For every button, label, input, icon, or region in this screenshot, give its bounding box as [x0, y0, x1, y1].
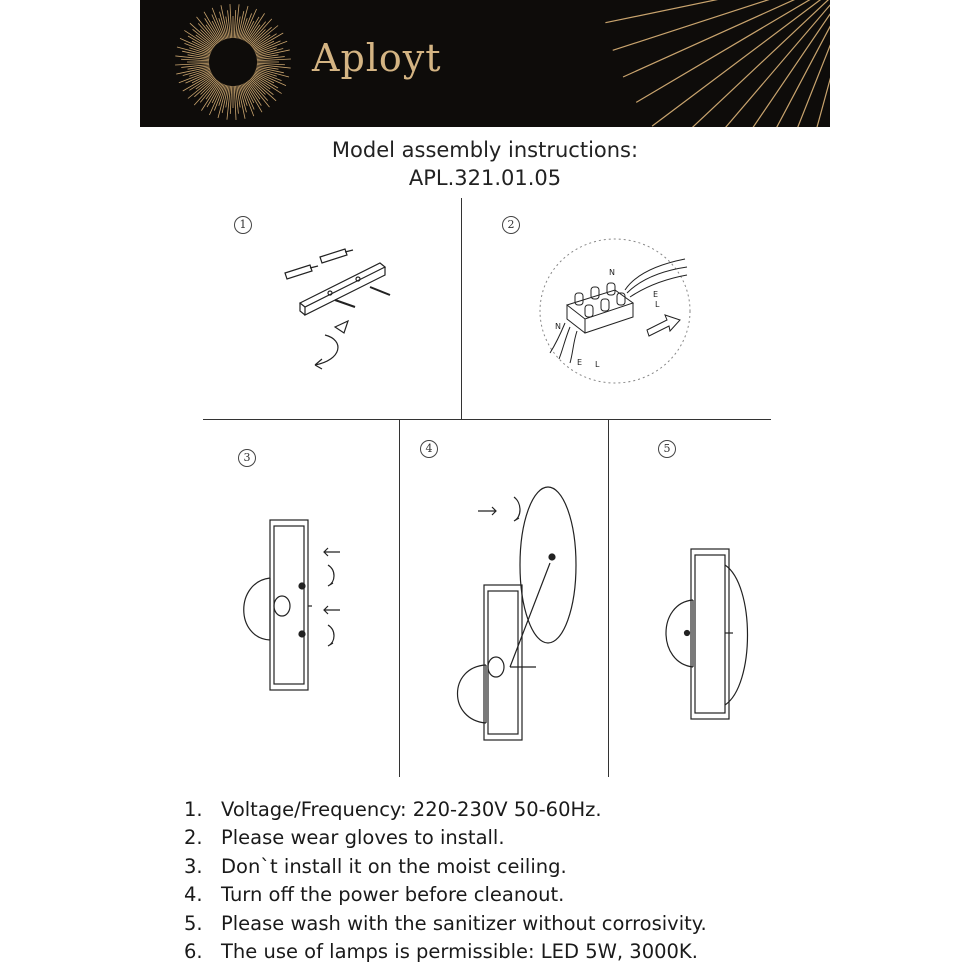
- brand-logo: Aployt: [312, 36, 442, 80]
- wire-label-l: L: [655, 300, 660, 309]
- list-item: [184, 881, 707, 909]
- list-item: [184, 938, 707, 966]
- screw-icon: [335, 287, 390, 307]
- page-title: Model assembly instructions:: [331, 138, 639, 162]
- step-number-4: 4: [420, 440, 438, 458]
- list-item: [184, 824, 707, 852]
- divider-horizontal: [203, 419, 771, 420]
- arrow-icon: [324, 548, 340, 556]
- wire-label-l: L: [595, 360, 600, 369]
- wire-label-e: E: [653, 290, 659, 299]
- list-item: [184, 910, 707, 938]
- notes-list: [184, 796, 707, 966]
- wire-label-e: E: [577, 358, 583, 367]
- step-number-5: 5: [658, 440, 676, 458]
- rotate-arrow-icon: [514, 497, 520, 521]
- figure-wiring-terminal: [535, 235, 695, 390]
- wire-label-n: N: [555, 322, 561, 331]
- wall-anchor-icon: [285, 265, 318, 279]
- divider-vertical-left: [399, 419, 400, 777]
- note-number: 6.: [184, 940, 203, 964]
- wire-label-n: N: [609, 268, 615, 277]
- note-text: Voltage/Frequency: 220-230V 50-60Hz.: [221, 798, 602, 821]
- step-number-3: 3: [238, 449, 256, 467]
- rotate-arrow-icon: [328, 625, 334, 646]
- note-number: 5.: [184, 911, 203, 935]
- figure-attach-disc: [448, 485, 598, 745]
- note-number: 1.: [184, 798, 203, 821]
- wall-anchor-icon: [320, 249, 353, 263]
- note-text: Don`t install it on the moist ceiling.: [221, 854, 567, 878]
- note-text: Please wear gloves to install.: [221, 826, 505, 850]
- note-number: 4.: [184, 883, 203, 907]
- note-text: The use of lamps is permissible: LED 5W, 3000K.: [221, 940, 698, 964]
- rotate-arrow-icon: [328, 565, 334, 586]
- arrow-icon: [478, 507, 496, 515]
- arrow-icon: [324, 606, 340, 614]
- list-item: [184, 796, 707, 824]
- step-number-1: 1: [234, 216, 252, 234]
- note-text: Turn off the power before cleanout.: [221, 883, 565, 907]
- divider-vertical-right: [608, 419, 609, 777]
- rotate-arrow-icon: [315, 335, 338, 369]
- figure-frame-install: [230, 510, 360, 695]
- arrow-icon: [647, 315, 680, 336]
- terminal-block-icon: [567, 283, 633, 333]
- divider-vertical-top: [461, 198, 462, 420]
- sunburst-decoration: [140, 0, 830, 127]
- figure-mounting-bracket: [270, 245, 420, 375]
- note-text: Please wash with the sanitizer without corrosivity.: [221, 911, 707, 935]
- note-number: 3.: [184, 854, 203, 878]
- model-number: APL.321.01.05: [408, 166, 562, 190]
- brand-banner: [140, 0, 830, 127]
- note-number: 2.: [184, 826, 203, 850]
- step-number-2: 2: [502, 216, 520, 234]
- figure-assembled-lamp: [655, 545, 755, 725]
- list-item: [184, 853, 707, 881]
